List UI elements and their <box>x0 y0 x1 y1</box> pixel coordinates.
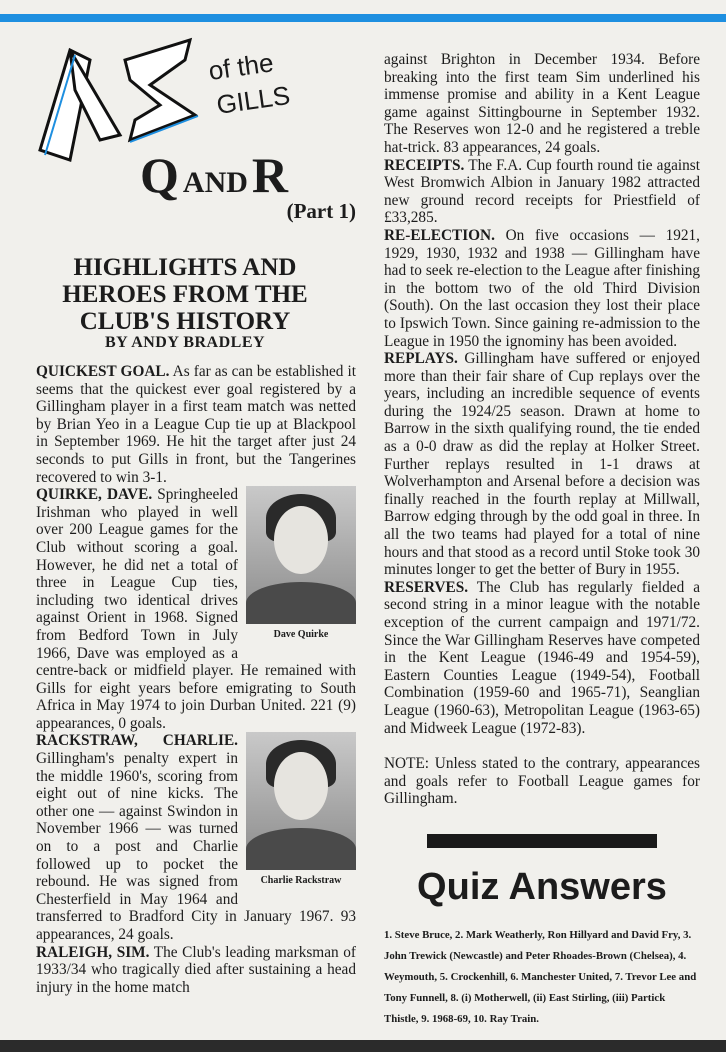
entry-rackstraw <box>36 732 356 943</box>
entry-heading: QUICKEST GOAL. <box>36 363 170 380</box>
note: NOTE: Unless stated to the contrary, appearances and goals refer to Football League games for Gillingham. <box>384 755 700 808</box>
bottom-edge <box>0 1040 726 1052</box>
title-part: (Part 1) <box>286 199 356 223</box>
title-q: Q <box>140 147 179 203</box>
quiz-title: Quiz Answers <box>417 866 667 908</box>
entry-heading: QUIRKE, DAVE. <box>36 486 153 504</box>
entry-heading: RE-ELECTION. <box>384 226 495 244</box>
quiz-answers: 1. Steve Bruce, 2. Mark Weatherly, Ron Hillyard and David Fry, 3. John Trewick (Newcastle) and Peter Rhoades-Brown (Chelsea), 4. Weymouth, 5. Crockenhill, 6. Manchester United, 7. Trevor Lee and Tony Funnell, 8. (i) Motherwell, (ii) East Stirling, (iii) Partick Thistle, 9. 1968-69, 10. Ray Train. <box>384 929 697 1025</box>
entry-heading: RALEIGH, SIM. <box>36 943 150 961</box>
entry-raleigh-start <box>36 944 356 997</box>
entry-raleigh-cont: against Brighton in December 1934. Before breaking into the first team Sim underlined his immense promise and ability in a Kent League game against Sittingbourne in September 1932. The Reserves won 12-0 and he registered a treble hat-trick. 83 appearances, 24 goals. <box>384 51 700 156</box>
quiz-divider-bar <box>427 834 657 848</box>
left-column <box>36 363 356 996</box>
photo-rackstraw <box>246 732 356 890</box>
title-r: R <box>251 147 289 203</box>
top-accent-bar <box>0 14 726 22</box>
headline: HIGHLIGHTS AND HEROES FROM THE CLUB'S HISTORY <box>62 254 308 335</box>
entry-re-election <box>384 227 700 350</box>
entry-body: Springheeled Irishman who played in well over 200 League games for the Club without scoring a goal. However, he did net a total of three in League Cup ties, including two identical drives against Orient in 1968. Signed from Bedford Town in July 1966, Dave was employed as a centre-back or midfield player. He remained with Gills for eight years before emigrating to South Africa in May 1974 to join Durban United. 221 (9) appearances, 0 goals. <box>36 486 356 732</box>
logo-of-the: of the <box>206 47 276 86</box>
entry-body: As far as can be established it seems that the quickest ever goal registered by a Gillingham player in a first team match was netted by Brian Yeo in a League Cup tie up at Blackpool in September 1969. He hit the target after just 24 seconds to put Gills in front, but the Tangerines recovered to win 3-1. <box>36 363 356 486</box>
photo-caption: Dave Quirke <box>273 629 329 641</box>
player-photo <box>246 732 356 870</box>
entry-reserves <box>384 579 700 737</box>
entry-quickest-goal <box>36 363 356 486</box>
entry-receipts <box>384 157 700 227</box>
player-photo <box>246 486 356 624</box>
entry-heading: RECEIPTS. <box>384 156 465 174</box>
entry-quirke <box>36 486 356 732</box>
logo-gills: GILLS <box>214 79 292 120</box>
entry-body: On five occasions — 1921, 1929, 1930, 1932 and 1938 — Gillingham have had to seek re-election to the League after finishing in the bottom two of the old Third Division (South). On the last occasion they lost their place to Ipswich Town. Since gaining re-admission to the League in 1950 the ignominy has been avoided. <box>384 226 700 350</box>
byline: BY ANDY BRADLEY <box>104 334 266 351</box>
right-column <box>384 51 700 808</box>
entry-body: The Club has regularly fielded a second string in a minor league with the notable exception of the current campaign and 1971/72. Since the War Gillingham Reserves have competed in the Kent League (1946-49 and 1954-59), Eastern Counties League (1949-54), Football Combination (1959-60 and 1965-71), Seanglian League (1960-63), Metropolitan League (1963-65) and Midweek League (1972-83). <box>384 578 700 737</box>
entry-body: The F.A. Cup fourth round tie against West Bromwich Albion in January 1982 attracted new ground record receipts for Priestfield of £33,285. <box>384 156 700 227</box>
entry-body: The Club's leading marksman of 1933/34 who tragically died after sustaining a head injury in the home match <box>36 943 356 996</box>
entry-heading: RACKSTRAW, CHARLIE. <box>36 732 238 750</box>
entry-body: Gillingham have suffered or enjoyed more than their fair share of Cup replays over the years, including an incredible sequence of events during the 1924/25 season. Drawn at home to Barrow in the sixth qualifying round, the tie ended as a 0-0 draw as did the replay at Holker Street. Further replays resulted in 1-1 draws at Wolverhampton and Arsenal before a decision was finally reached in the fourth replay at Millwall, Barrow edging through by the odd goal in three. In all the two teams had played for a total of nine hours and that stood as a record until Stoke took 30 minutes longer to get the better of Bury in 1955. <box>384 350 700 579</box>
title-and: AND <box>182 166 248 199</box>
entry-replays <box>384 350 700 579</box>
entry-heading: REPLAYS. <box>384 350 458 368</box>
entry-heading: RESERVES. <box>384 578 469 596</box>
photo-quirke <box>246 486 356 644</box>
entry-body: Gillingham's penalty expert in the middle 1960's, scoring from eight out of nine kicks. The other one — against Swindon in November 1966 — was turned on to a post and Charlie followed up to pocket the rebound. He was signed from Chesterfield in May 1964 and transferred to Bradford City in January 1967. 93 appearances, 24 goals. <box>36 750 356 943</box>
photo-caption: Charlie Rackstraw <box>260 875 342 887</box>
